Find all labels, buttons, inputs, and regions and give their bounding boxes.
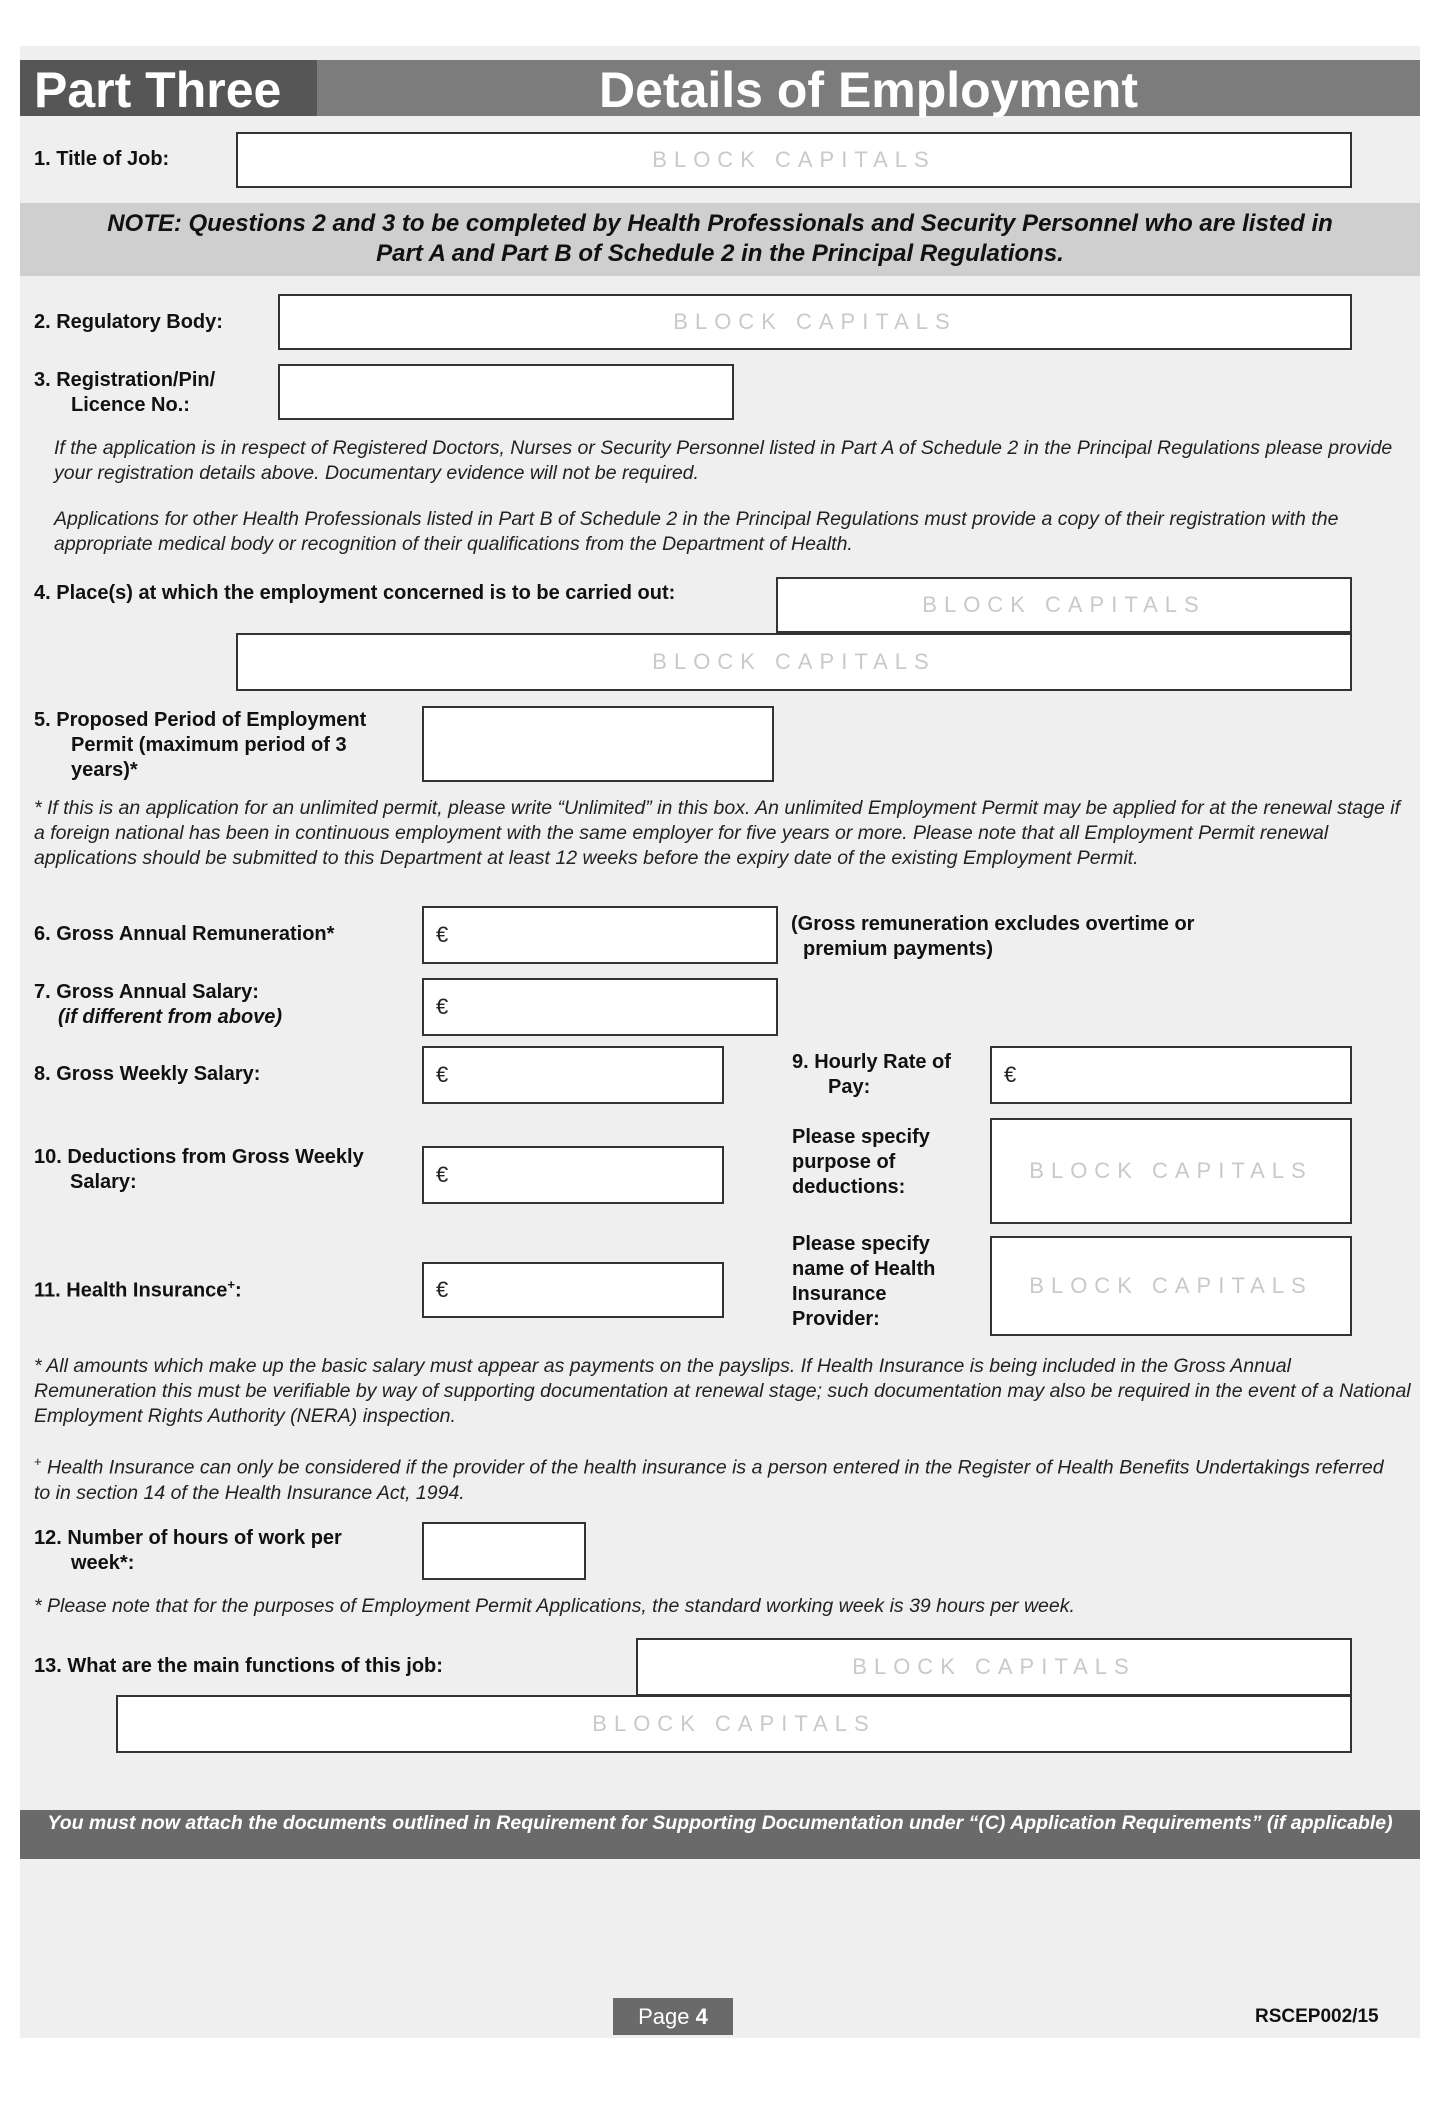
main-functions-label: 13. What are the main functions of this job: xyxy=(34,1655,443,1677)
insurance-provider-label-line-4: Provider: xyxy=(792,1308,880,1330)
form-page xyxy=(20,46,1420,2038)
gross-annual-salary-label-line-1: 7. Gross Annual Salary: xyxy=(34,981,259,1003)
job-title-field[interactable]: BLOCK CAPITALS xyxy=(236,132,1352,188)
job-title-label: 1. Title of Job: xyxy=(34,148,170,170)
standard-week-note: * Please note that for the purposes of Employment Permit Applications, the standard working week is 39 hours per week. xyxy=(34,1595,1075,1617)
health-insurance-label xyxy=(34,1272,242,1304)
main-functions-field-2[interactable]: BLOCK CAPITALS xyxy=(116,1695,1352,1753)
main-functions-field-1[interactable]: BLOCK CAPITALS xyxy=(636,1638,1352,1696)
gross-annual-salary-label-line-2: (if different from above) xyxy=(58,1006,283,1028)
health-insurance-mark: + xyxy=(227,1277,236,1292)
health-insurance-colon: : xyxy=(235,1279,242,1302)
form-code: RSCEP002/15 xyxy=(1255,2006,1379,2027)
deductions-purpose-label-line-2: purpose of xyxy=(792,1151,896,1173)
insurance-provider-label-line-2: name of Health xyxy=(792,1258,936,1280)
note-band-line-2: Part A and Part B of Schedule 2 in the Principal Regulations. xyxy=(376,240,1064,267)
note-band xyxy=(20,203,1420,276)
employment-place-field-1[interactable]: BLOCK CAPITALS xyxy=(776,577,1352,633)
page-number: 4 xyxy=(695,2004,708,2029)
period-label-line-3: years)* xyxy=(71,759,138,781)
hours-field[interactable] xyxy=(422,1522,586,1580)
payslips-note: * All amounts which make up the basic salary must appear as payments on the payslips. If Health Insurance is being included in the Gross Annual Remuneration this must be verifiable by way of supporting documentation at renewal stage; such documentation may also be required in the event of a National Employment Rights Authority (NERA) inspection. xyxy=(34,1355,1411,1427)
attach-documents-band: You must now attach the documents outlined in Requirement for Supporting Documentation under “(C) Application Requirements” (if applicable) xyxy=(20,1810,1420,1859)
gross-weekly-salary-label: 8. Gross Weekly Salary: xyxy=(34,1063,261,1085)
insurance-provider-label-line-1: Please specify xyxy=(792,1233,930,1255)
employment-place-field-2[interactable]: BLOCK CAPITALS xyxy=(236,633,1352,691)
health-insurance-note-text: Health Insurance can only be considered if the provider of the health insurance is a person entered in the Register of Health Benefits Undertakings referred to in section 14 of the Health Insurance Act, 1994. xyxy=(34,1456,1384,1504)
employment-place-label: 4. Place(s) at which the employment concerned is to be carried out: xyxy=(34,582,676,604)
unlimited-permit-note: * If this is an application for an unlimited permit, please write “Unlimited” in this box. An unlimited Employment Permit may be applied for at the renewal stage if a foreign national has been in continuous employment with the same employer for five years or more. Please note that all Employment Permit renewal applications should be submitted to this Department at least 12 weeks before the expiry date of the existing Employment Permit. xyxy=(34,797,1400,869)
registration-number-field[interactable] xyxy=(278,364,734,420)
part-label: Part Three xyxy=(20,60,317,116)
page-label: Page xyxy=(638,2004,690,2029)
gross-remuneration-note-line-2: premium payments) xyxy=(803,938,994,960)
deductions-label-line-2: Salary: xyxy=(70,1171,137,1193)
hourly-rate-label-line-2: Pay: xyxy=(828,1076,871,1098)
gross-annual-salary-field[interactable]: € xyxy=(422,978,778,1036)
deductions-field[interactable]: € xyxy=(422,1146,724,1204)
health-insurance-note xyxy=(34,1449,1394,1506)
health-insurance-note-mark: + xyxy=(34,1454,42,1469)
hourly-rate-label xyxy=(792,1050,951,1100)
gross-annual-salary-label xyxy=(34,980,282,1030)
section-title: Details of Employment xyxy=(599,62,1138,118)
regulatory-body-label: 2. Regulatory Body: xyxy=(34,311,223,333)
period-field[interactable] xyxy=(422,706,774,782)
hours-label-line-2: week*: xyxy=(71,1552,135,1574)
hourly-rate-field[interactable]: € xyxy=(990,1046,1352,1104)
health-insurance-label-text: 11. Health Insurance xyxy=(34,1279,228,1302)
health-insurance-field[interactable]: € xyxy=(422,1262,724,1318)
regulatory-body-field[interactable]: BLOCK CAPITALS xyxy=(278,294,1352,350)
registration-label-line-2: Licence No.: xyxy=(71,394,190,416)
deductions-purpose-field[interactable]: BLOCK CAPITALS xyxy=(990,1118,1352,1224)
insurance-provider-label xyxy=(792,1232,935,1332)
deductions-purpose-label-line-1: Please specify xyxy=(792,1126,930,1148)
registration-label xyxy=(34,368,215,418)
gross-annual-remuneration-label: 6. Gross Annual Remuneration* xyxy=(34,923,335,945)
insurance-provider-label-line-3: Insurance xyxy=(792,1283,887,1305)
hours-label xyxy=(34,1526,342,1576)
registration-label-line-1: 3. Registration/Pin/ xyxy=(34,369,216,391)
period-label-line-1: 5. Proposed Period of Employment xyxy=(34,709,367,731)
period-label xyxy=(34,708,366,783)
registration-note-1: If the application is in respect of Registered Doctors, Nurses or Security Personnel listed in Part A of Schedule 2 in the Principal Regulations please provide your registration details above. Documentary evidence will not be required. xyxy=(54,437,1393,484)
hours-label-line-1: 12. Number of hours of work per xyxy=(34,1527,342,1549)
gross-annual-remuneration-field[interactable]: € xyxy=(422,906,778,964)
note-band-line-1: NOTE: Questions 2 and 3 to be completed by Health Professionals and Security Personnel who are listed in xyxy=(107,210,1333,237)
deductions-label xyxy=(34,1145,364,1195)
gross-remuneration-note xyxy=(791,912,1194,962)
page-number-tab xyxy=(613,1998,733,2035)
deductions-purpose-label xyxy=(792,1125,930,1200)
gross-weekly-salary-field[interactable]: € xyxy=(422,1046,724,1104)
registration-note-2: Applications for other Health Professionals listed in Part B of Schedule 2 in the Principal Regulations must provide a copy of their registration with the appropriate medical body or recognition of their qualifications from the Department of Health. xyxy=(54,508,1339,555)
deductions-purpose-label-line-3: deductions: xyxy=(792,1176,906,1198)
hourly-rate-label-line-1: 9. Hourly Rate of xyxy=(792,1051,951,1073)
insurance-provider-field[interactable]: BLOCK CAPITALS xyxy=(990,1236,1352,1336)
period-label-line-2: Permit (maximum period of 3 xyxy=(71,734,347,756)
gross-remuneration-note-line-1: (Gross remuneration excludes overtime or xyxy=(791,913,1195,935)
deductions-label-line-1: 10. Deductions from Gross Weekly xyxy=(34,1146,364,1168)
